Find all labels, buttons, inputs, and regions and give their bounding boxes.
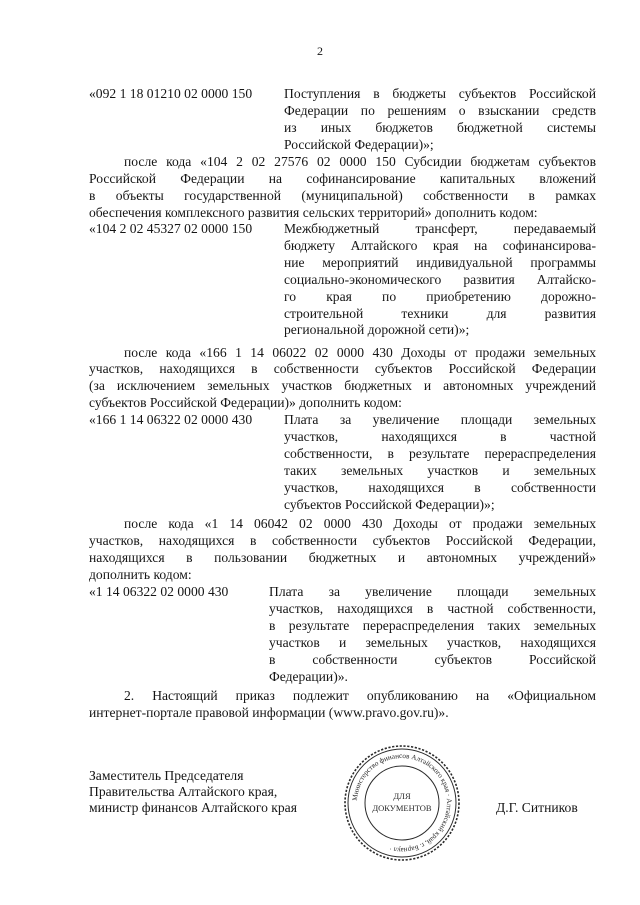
stamp-center-line: ДОКУМЕНТОВ [372,803,432,813]
entry4-line: в результате перераспределения таких земельных [269,618,596,633]
entry2-line: го края по приобретению дорожно- [284,289,596,304]
para2-line: участков, находящихся в собственности субъектов Российской Федерации [89,361,596,376]
entry2-line: бюджету Алтайского края на софинансирова- [284,238,596,253]
entry3-line: участков, находящихся в собственности [284,480,596,495]
entry3-line: таких земельных участков и земельных [284,463,596,478]
entry1-code: «092 1 18 01210 02 0000 150 [89,86,253,101]
para4-line: интернет-портале правовой информации (www.pravo.gov.ru)». [89,705,449,720]
para1-line: Российской Федерации на софинансирование капитальных вложений [89,171,596,186]
entry4-line: участков, находящихся в частной собственности, [269,601,596,616]
para2-line: субъектов Российской Федерации)» дополнить кодом: [89,395,402,410]
entry4-line: Федерации)». [269,669,348,684]
para2-line: после кода «166 1 14 06022 02 0000 430 Доходы от продажи земельных [124,345,596,360]
signatory-position: Заместитель Председателя [89,768,244,783]
para2-line: (за исключением земельных участков бюджетных и автономных учреждений [89,378,596,393]
para4-line: 2. Настоящий приказ подлежит опубликованию на «Официальном [124,688,596,703]
stamp-ring-text: Министерство финансов Алтайского края · Алтайский край, г. Барнаул · [350,751,454,855]
entry1-line: из иных бюджетов бюджетной системы [284,120,596,135]
entry2-code: «104 2 02 45327 02 0000 150 [89,221,253,236]
entry1-line: Поступления в бюджеты субъектов Российской [284,86,596,101]
entry2-line: Межбюджетный трансферт, передаваемый [284,221,596,236]
para3-line: после кода «1 14 06042 02 0000 430 Доходы от продажи земельных [124,516,596,531]
entry3-line: собственности, в результате перераспределения [284,446,596,461]
signatory-position: Правительства Алтайского края, [89,784,278,799]
page-number: 2 [317,44,323,58]
entry2-line: строительной техники для развития [284,306,596,321]
para3-line: участков, находящихся в собственности субъектов Российской Федерации, [89,533,596,548]
entry4-line: в собственности субъектов Российской [269,652,596,667]
entry1-line: Федерации по решениям о взыскании средств [284,103,596,118]
para3-line: дополнить кодом: [89,567,192,582]
entry3-line: Плата за увеличение площади земельных [284,412,596,427]
entry4-line: Плата за увеличение площади земельных [269,584,596,599]
entry2-line: ние мероприятий индивидуальной программы [284,255,596,270]
entry4-line: участков и земельных участков, находящихся [269,635,596,650]
signatory-position: министр финансов Алтайского края [89,800,297,815]
stamp-center-line: ДЛЯ [393,791,411,801]
entry3-code: «166 1 14 06322 02 0000 430 [89,412,253,427]
official-stamp [343,744,461,862]
entry3-line: субъектов Российской Федерации)»; [284,497,495,512]
entry3-line: участков, находящихся в частной [284,429,596,444]
para1-line: в объекты государственной (муниципальной) собственности в рамках [89,188,596,203]
entry1-line: Российской Федерации)»; [284,137,434,152]
signatory-name: Д.Г. Ситников [496,800,578,815]
entry4-code: «1 14 06322 02 0000 430 [89,584,229,599]
para3-line: находящихся в пользовании бюджетных и автономных учреждений» [89,550,596,565]
para1-line: после кода «104 2 02 27576 02 0000 150 Субсидии бюджетам субъектов [124,154,596,169]
para1-line: обеспечения комплексного развития сельских территорий» дополнить кодом: [89,205,538,220]
entry2-line: социально-экономического развития Алтайско- [284,272,596,287]
entry2-line: региональной дорожной сети)»; [284,322,470,337]
